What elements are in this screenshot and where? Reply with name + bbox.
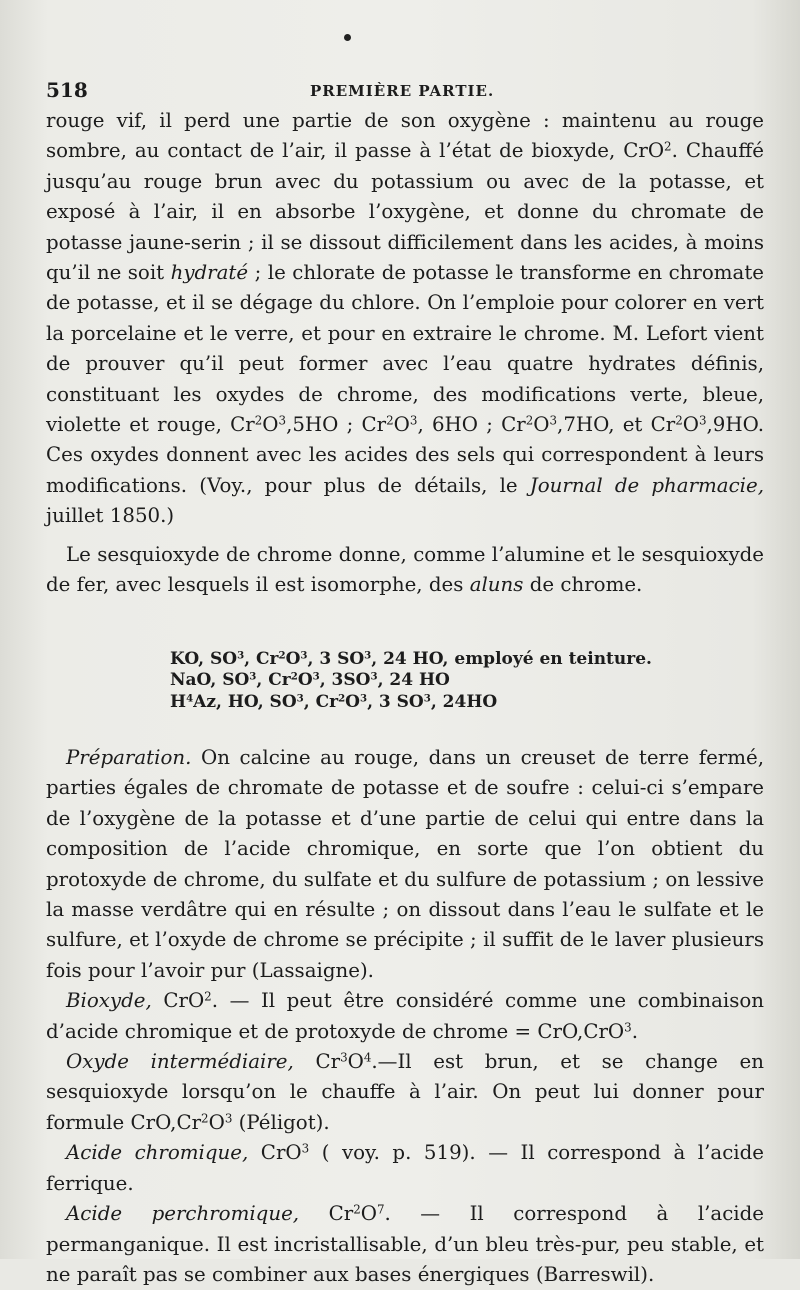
text: Cr [299,1202,354,1226]
italic-heading: Acide perchromique, [66,1202,300,1226]
text: , 6HO ; Cr [417,413,526,437]
formula-ammonia-alum: $H^4Az$, HO, $SO^3$, $Cr^2O^3$, 3 $SO^3$, 24HO [170,691,498,712]
text: . — Il correspond à l’acide permanganique. Il est incristallisable, d’un bleu très-pur, peu stable, et ne paraît pas se combiner aux bases énergiques (Barreswil). [46,1202,764,1286]
text: (Péligot). [232,1110,330,1134]
paragraph-alums [46,540,764,601]
exponent: 2 [525,413,534,428]
text: ; le chlorate de potasse le transforme en chromate de potasse, et il se dégage du chlore. On l’emploie pour colorer en vert la porcelaine et le verre, et pour en extraire le chrome. M. Lefort vient de prouver qu’il peut former avec l’eau quatre hydrates définis, constituant les oxydes de chrome, des modifications verte, bleue, violette et rouge, Cr [46,261,764,437]
exponent: 2 [254,413,263,428]
text: On calcine au rouge, dans un creuset de terre fermé, parties égales de chromate de potasse et de soufre : celui-ci s’empare de l’oxygène de la potasse et d’une partie de celui qui entre dans la composition de l’acide chromique, en sorte que l’on obtient du protoxyde de chrome, du sulfate et du sulfure de potassium ; on lessive la masse verdâtre qui en résulte ; on dissout dans l’eau le sulfate et le sulfure, et l’oxyde de chrome se précipite ; il suffit de le laver plusieurs fois pour l’avoir pur (Lassaigne). [46,746,764,982]
page-number: 518 [46,78,88,102]
italic-journal-title: Journal de pharmacie, [529,473,764,497]
text: CrO [151,989,205,1013]
paragraph-bioxyde: Bioxyde, CrO$^2$. — Il peut être considéré comme une combinaison d’acide chromique et de protoxyde de chrome = CrO,CrO$^3$. [46,989,764,1043]
running-head: PREMIÈRE PARTIE. [310,82,495,100]
page-header [46,78,764,106]
ink-dot [344,34,351,41]
text: ,7HO, et Cr [557,413,676,437]
paragraph-oxyde-intermediaire: Oxyde intermédiaire, $Cr^3O^4.—Il$ est brun, et se change en sesquioxyde lorsqu’on le chauffe à l’air. On peut lui donner pour formule $CrO,Cr^2O^3$ (Péligot). [46,1050,764,1134]
formula-potash-alum: KO, $SO^3$, $Cr^2O^3$, 3 $SO^3$, 24 HO, employé en teinture. [170,648,652,669]
exponent: 2 [664,139,672,154]
text: de chrome. [523,573,643,597]
italic-term: aluns [469,573,524,597]
italic-term: hydraté [170,261,249,285]
paragraph-sesquioxide-properties: rouge vif, il perd une partie de son oxygène : maintenu au rouge sombre, au contact de l’air, il passe à l’état de bioxyde, CrO$^2$. Chauffé jusqu’au rouge brun avec du potassium ou avec de la potasse, et exposé à l’air, il en absorbe l’oxygène, et donne du chromate de potasse jaune-serin ; il se dissout difficilement dans les acides, à moins qu’il ne soit hydraté ; le chlorate de potasse le transforme en chromate de potasse, et il se dégage du chlore. On l’emploie pour colorer en vert la porcelaine et le verre, et pour en extraire le chrome. M. Lefort vient de prouver qu’il peut former avec l’eau quatre hydrates définis, constituant les oxydes de chrome, des modifications verte, bleue, violette et rouge, $Cr^2O^3,5HO$ ; $Cr^2O^3$, 6HO ; $Cr^2O^3,7HO$, et $Cr^2O^3,9HO$. Ces oxydes donnent avec les acides des sels qui correspondent à leurs modifications. (Voy., pour plus de détails, le Journal de pharmacie, juillet 1850.) [46,109,764,528]
paragraph-acide-chromique: Acide chromique, CrO$^3$ ( voy. p. 519). — Il correspond à l’acide ferrique. [46,1141,764,1195]
text: ,5HO ; Cr [286,413,387,437]
italic-heading: Bioxyde, [66,989,152,1013]
text: juillet 1850.) [46,504,175,528]
exponent: 3 [698,413,707,428]
exponent: 2 [386,413,394,428]
text: ,9HO. Ces oxydes donnent avec les acides des sels qui correspondent à leurs modifications. (Voy., pour plus de détails, le [46,413,764,497]
alum-formulas [170,649,764,714]
exponent: 3 [549,413,558,428]
text: . Chauffé jusqu’au rouge brun avec du potassium ou avec de la potasse, et exposé à l’air, il en absorbe l’oxygène, et donne du chromate de potasse jaune-serin ; il se dissout difficilement dans les acides, à moins qu’il ne soit [46,139,764,285]
text: rouge vif, il perd une partie de son oxygène : maintenu au rouge sombre, au contact de l’air, il passe à l’état de bioxyde, CrO [46,109,764,163]
italic-heading: Oxyde intermédiaire, [66,1050,294,1074]
text: .—Il est brun, et se change en sesquioxyde lorsqu’on le chauffe à l’air. On peut lui donner pour formule CrO,Cr [46,1050,764,1134]
exponent: 3 [409,413,418,428]
text: Cr [293,1050,341,1074]
exponent: 3 [278,413,287,428]
text: Le sesquioxyde de chrome donne, comme l’alumine et le sesquioxyde de fer, avec lesquels il est isomorphe, des [46,542,764,597]
formula-soda-alum: NaO, $SO^3$, $Cr^2O^3$, $3SO^3$, 24 HO [170,670,450,690]
exponent: 2 [675,413,683,428]
text: ( voy. p. 519). — Il correspond à l’acide ferrique. [46,1141,764,1195]
paragraph-preparation [46,743,764,986]
text: CrO [248,1141,302,1165]
paragraph-acide-perchromique: Acide perchromique, $Cr^2O^7$. — Il correspond à l’acide permanganique. Il est incristallisable, d’un bleu très-pur, peu stable, et ne paraît pas se combiner aux bases énergiques (Barreswil). [46,1202,764,1286]
italic-heading: Préparation. [66,746,192,769]
italic-heading: Acide chromique, [66,1141,249,1165]
text: . — Il peut être considéré comme une combinaison d’acide chromique et de protoxyde de chrome = CrO,CrO [46,989,764,1043]
page-body [46,106,764,1290]
